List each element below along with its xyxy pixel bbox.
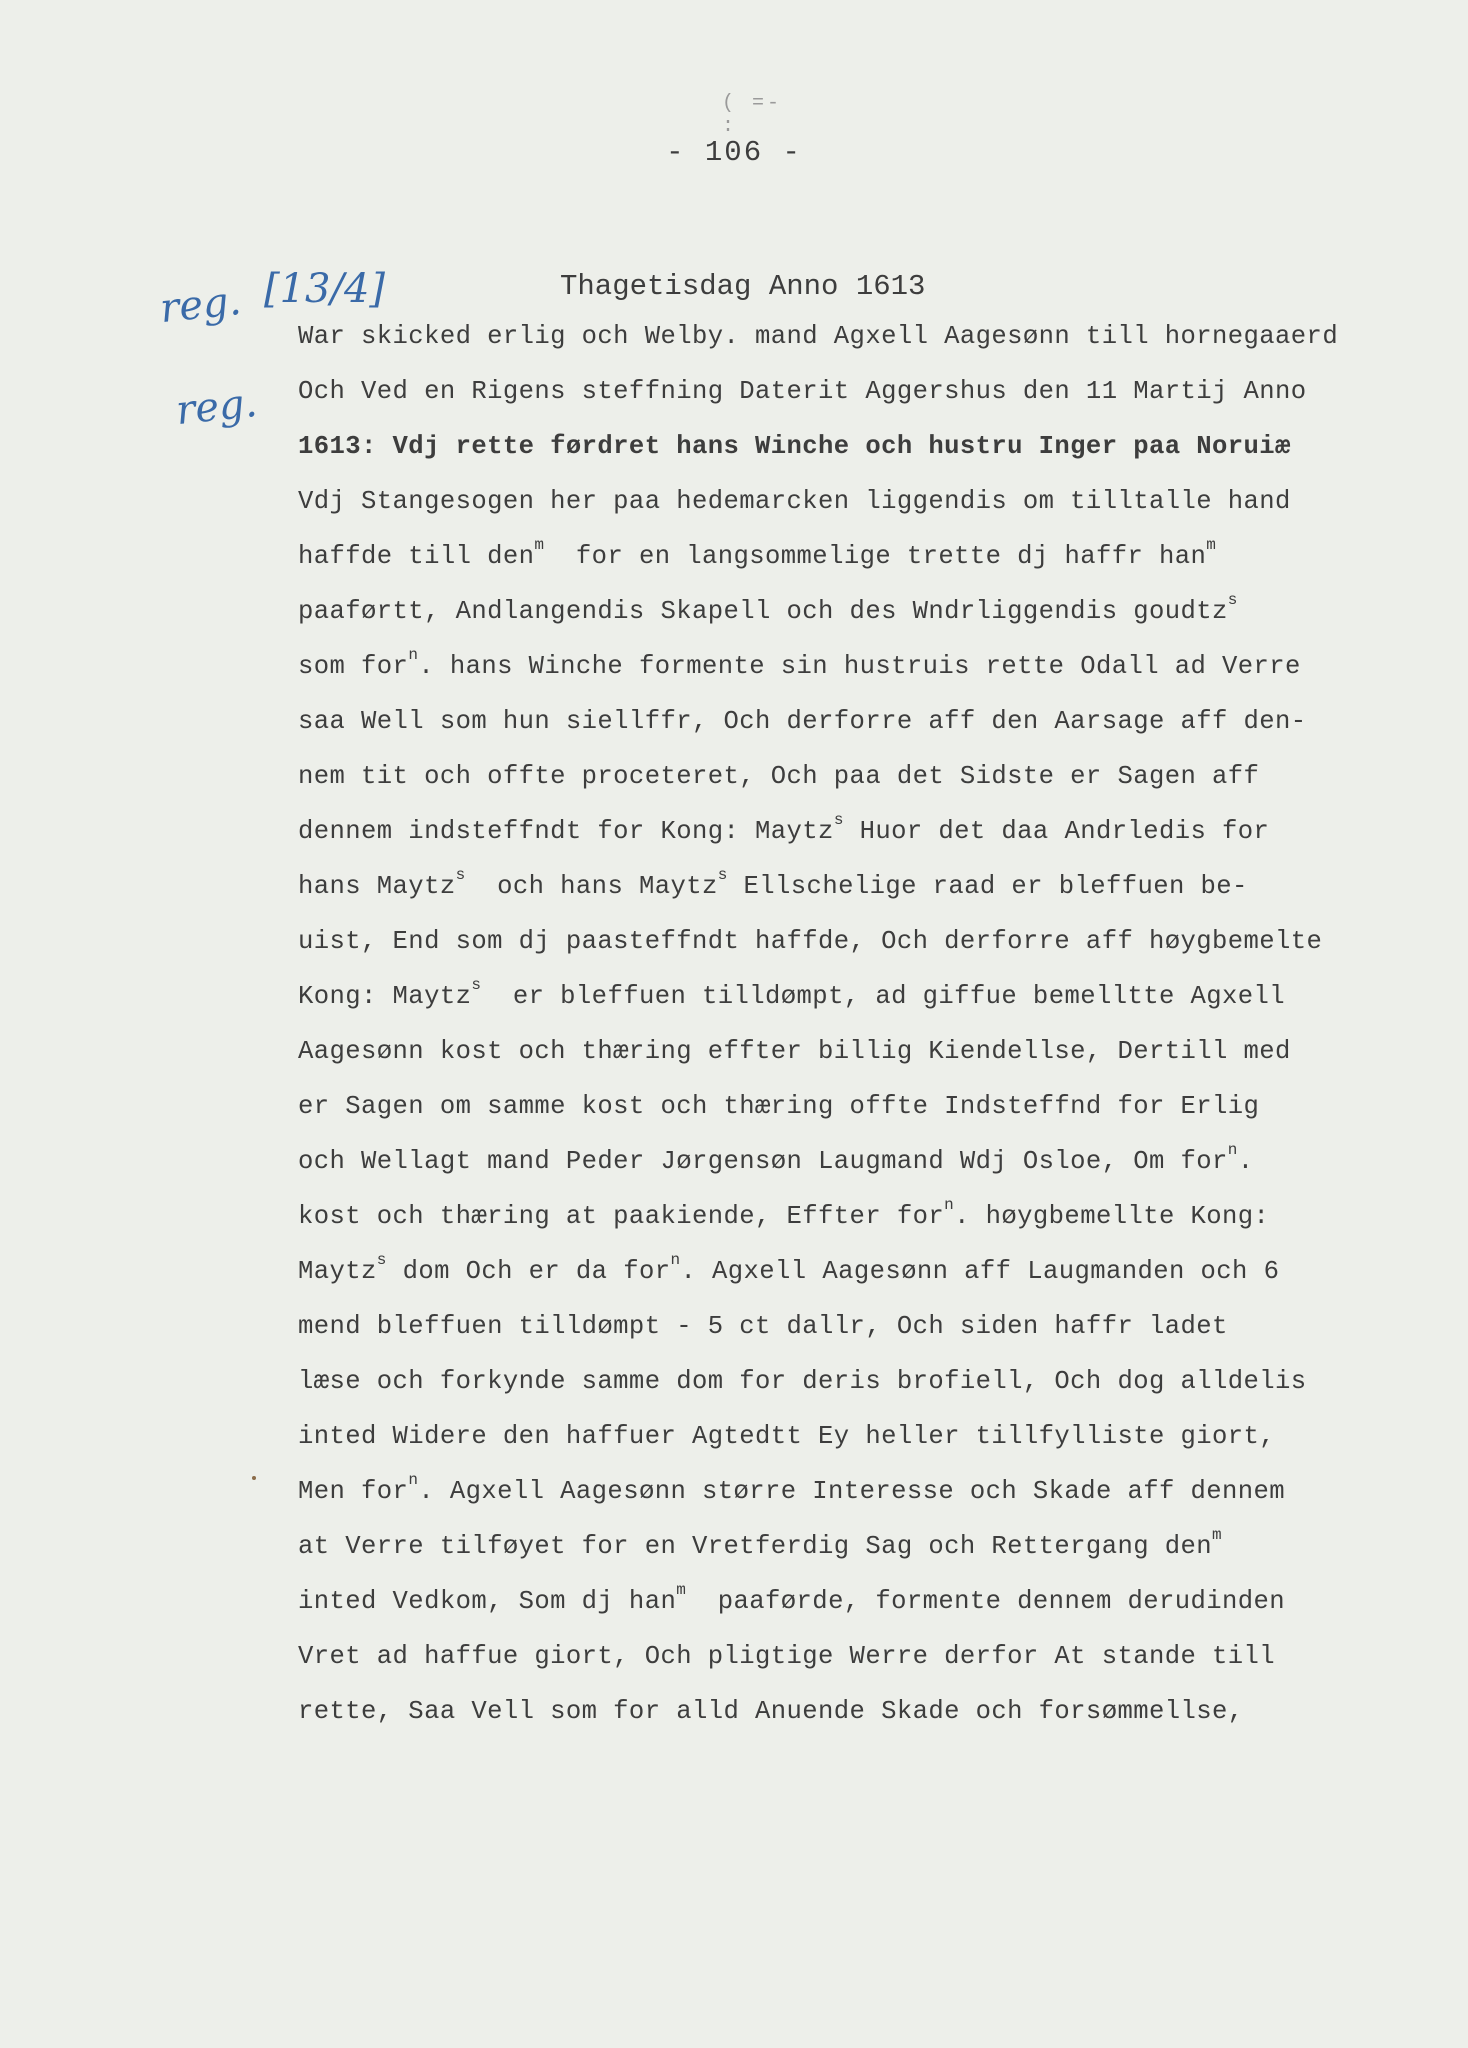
text-line: som for$^n$. hans Winche formente sin hustruis rette Odall ad Verre xyxy=(298,646,1301,681)
text-line: er Sagen om samme kost och thæring offte Indsteffnd for Erlig xyxy=(298,1092,1260,1121)
text-line: och Wellagt mand Peder Jørgensøn Laugmand Wdj Osloe, Om for$^n$. xyxy=(298,1141,1254,1176)
text-line: inted Widere den haffuer Agtedtt Ey heller tillfylliste giort, xyxy=(298,1422,1276,1451)
text-line: Kong: Maytz$^s$ er bleffuen tilldømpt, ad giffue bemelltte Agxell xyxy=(298,976,1286,1011)
text-line: rette, Saa Vell som for alld Anuende Skade och forsømmellse, xyxy=(298,1697,1244,1726)
text-line: War skicked erlig och Welby. mand Agxell Aagesønn till hornegaaerd xyxy=(298,322,1339,351)
text-line: Aagesønn kost och thæring effter billig Kiendellse, Dertill med xyxy=(298,1037,1291,1066)
margin-note-date: [13/4] xyxy=(264,266,386,312)
margin-note-reg: reg. xyxy=(157,277,244,333)
ink-smudge: ( =- : xyxy=(722,92,783,138)
text-line: at Verre tilføyet for en Vretferdig Sag och Rettergang den$^m$ xyxy=(298,1526,1223,1561)
text-line: Och Ved en Rigens steffning Daterit Aggershus den 11 Martij Anno xyxy=(298,377,1307,406)
text-line: 1613: Vdj rette førdret hans Winche och hustru Inger paa Noruiæ xyxy=(298,432,1291,461)
text-line: Vret ad haffue giort, Och pligtige Werre derfor At stande till xyxy=(298,1642,1276,1671)
text-line: kost och thæring at paakiende, Effter for$^n$. høygbemellte Kong: xyxy=(298,1196,1270,1231)
text-line: Maytz$^s$ dom Och er da for$^n$. Agxell Aagesønn aff Laugmanden och 6 xyxy=(298,1251,1280,1286)
text-line: nem tit och offte proceteret, Och paa det Sidste er Sagen aff xyxy=(298,762,1260,791)
text-line: mend bleffuen tilldømpt - 5 ct dallr, Och siden haffr ladet xyxy=(298,1312,1228,1341)
text-line: uist, End som dj paasteffndt haffde, Och derforre aff høygbemelte xyxy=(298,927,1323,956)
paper-speck xyxy=(252,1476,256,1480)
text-line: saa Well som hun siellffr, Och derforre aff den Aarsage aff den- xyxy=(298,707,1307,736)
text-line: dennem indsteffndt for Kong: Maytz$^s$ Huor det daa Andrledis for xyxy=(298,811,1270,846)
text-line: haffde till den$^m$ for en langsommelige trette dj haffr han$^m$ xyxy=(298,536,1217,571)
page-number: - 106 - xyxy=(666,136,802,169)
entry-heading: Thagetisdag Anno 1613 xyxy=(560,270,926,303)
text-line: paaførtt, Andlangendis Skapell och des Wndrliggendis goudtz$^s$ xyxy=(298,591,1238,626)
text-line: Vdj Stangesogen her paa hedemarcken liggendis om tilltalle hand xyxy=(298,487,1291,516)
margin-note-reg-2: reg. xyxy=(173,379,260,435)
text-line: inted Vedkom, Som dj han$^m$ paaførde, formente dennem derudinden xyxy=(298,1581,1286,1616)
text-line: hans Maytz$^s$ och hans Maytz$^s$ Ellschelige raad er bleffuen be- xyxy=(298,866,1248,901)
transcription-body xyxy=(298,318,1338,1748)
text-line: Men for$^n$. Agxell Aagesønn større Interesse och Skade aff dennem xyxy=(298,1471,1286,1506)
text-line: læse och forkynde samme dom for deris brofiell, Och dog alldelis xyxy=(298,1367,1307,1396)
